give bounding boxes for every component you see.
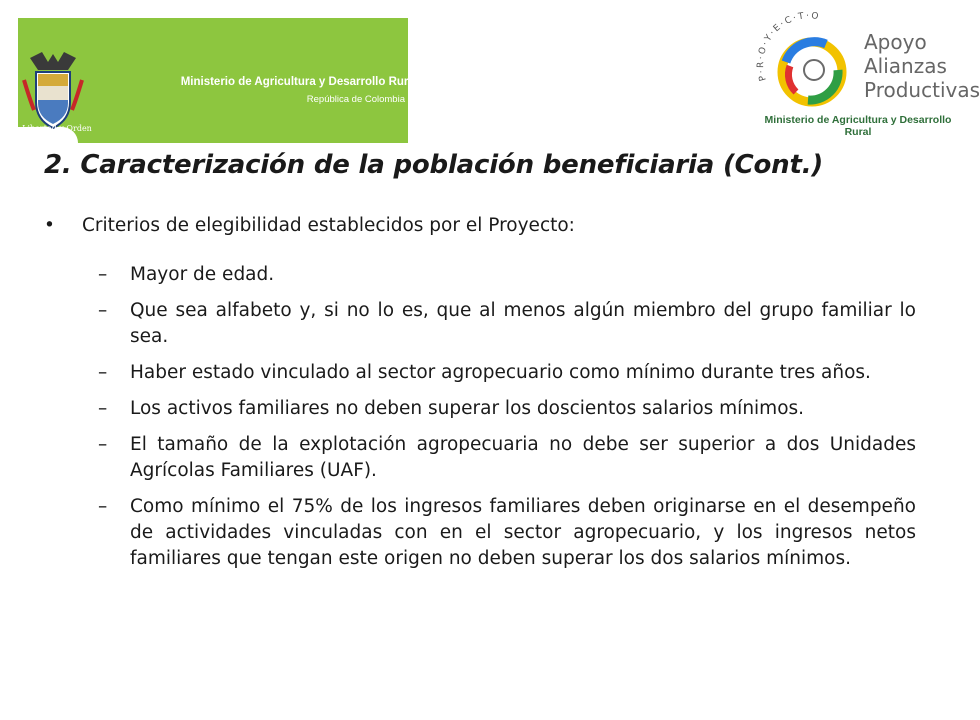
bullet-dot-icon: • xyxy=(44,215,55,236)
criteria-list xyxy=(98,262,916,582)
list-item xyxy=(98,360,916,386)
list-item xyxy=(98,494,916,572)
bullet-text: Criterios de elegibilidad establecidos por el Proyecto: xyxy=(82,215,575,236)
logo-ministry-text: Ministerio de Agricultura y Desarrollo Rural xyxy=(764,114,952,138)
ministry-name: Ministerio de Agricultura y Desarrollo Rural xyxy=(180,76,418,88)
list-item-text: Mayor de edad. xyxy=(130,264,275,285)
project-logo xyxy=(756,10,980,138)
dash-icon: – xyxy=(98,434,108,455)
republic-name: República de Colombia xyxy=(306,94,405,105)
list-item xyxy=(98,298,916,350)
logo-arc-text: P·R·O·Y·E·C·T·O xyxy=(756,11,821,82)
list-item-text: Como mínimo el 75% de los ingresos familiares deben originarse en el desempeño de actividades vinculadas con en el sector agropecuario, y los ingresos netos familiares que tengan este origen no deben superar los dos salarios mínimos. xyxy=(130,496,916,569)
list-item-text: Haber estado vinculado al sector agropecuario como mínimo durante tres años. xyxy=(130,362,871,383)
dash-icon: – xyxy=(98,362,108,383)
logo-word-alianzas: Alianzas xyxy=(864,54,947,78)
list-item-text: El tamaño de la explotación agropecuaria no debe ser superior a dos Unidades Agrícolas Familiares (UAF). xyxy=(130,434,916,481)
slide-title: 2. Caracterización de la población beneficiaria (Cont.) xyxy=(44,150,824,180)
dash-icon: – xyxy=(98,398,108,419)
list-item xyxy=(98,432,916,484)
list-item-text: Los activos familiares no deben superar los doscientos salarios mínimos. xyxy=(130,398,805,419)
logo-word-productivas: Productivas xyxy=(864,78,980,102)
dash-icon: – xyxy=(98,264,108,285)
dash-icon: – xyxy=(98,496,108,517)
logo-word-apoyo: Apoyo xyxy=(864,30,927,54)
list-item-text: Que sea alfabeto y, si no lo es, que al menos algún miembro del grupo familiar lo sea. xyxy=(130,300,916,347)
motto-text: Libertad y Orden xyxy=(22,124,92,133)
list-item xyxy=(98,396,916,422)
dash-icon: – xyxy=(98,300,108,321)
list-item xyxy=(98,262,916,288)
coat-of-arms-icon xyxy=(22,50,84,134)
